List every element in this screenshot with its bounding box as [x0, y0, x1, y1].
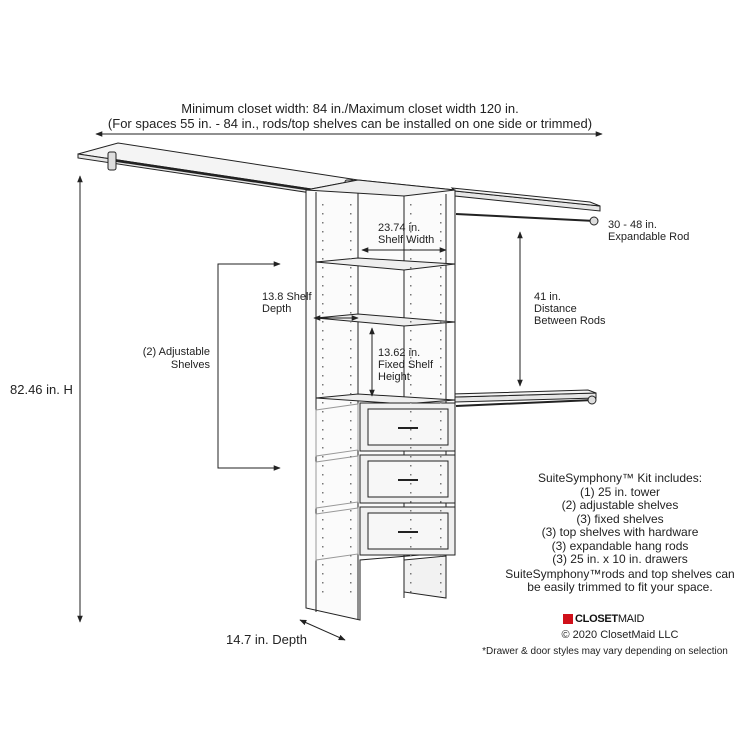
pin-hole [350, 204, 352, 206]
pin-hole [440, 375, 442, 377]
pin-hole [410, 546, 412, 548]
pin-hole [410, 591, 412, 593]
pin-hole [350, 420, 352, 422]
pin-hole [350, 438, 352, 440]
pin-hole [440, 528, 442, 530]
pin-hole [410, 321, 412, 323]
logo-text: CLOSETMAID [575, 613, 645, 625]
pin-hole [322, 510, 324, 512]
pin-hole [322, 294, 324, 296]
pin-hole [410, 393, 412, 395]
pin-hole [410, 303, 412, 305]
pin-hole [322, 411, 324, 413]
pin-hole [322, 213, 324, 215]
pin-hole [410, 582, 412, 584]
pin-hole [322, 384, 324, 386]
pin-hole [440, 222, 442, 224]
pin-hole [410, 528, 412, 530]
pin-hole [322, 447, 324, 449]
pin-hole [410, 285, 412, 287]
pin-hole [410, 411, 412, 413]
pin-hole [322, 204, 324, 206]
pin-hole [440, 429, 442, 431]
pin-hole [350, 213, 352, 215]
pin-hole [322, 519, 324, 521]
pin-hole [350, 321, 352, 323]
pin-hole [440, 465, 442, 467]
pin-hole [322, 465, 324, 467]
shelf-depth-label-2: Depth [262, 303, 292, 315]
pin-hole [322, 231, 324, 233]
pin-hole [350, 285, 352, 287]
kit-title: SuiteSymphony™ Kit includes: [537, 471, 703, 485]
pin-hole [440, 555, 442, 557]
pin-hole [322, 366, 324, 368]
pin-hole [350, 294, 352, 296]
pin-hole [440, 483, 442, 485]
pin-hole [350, 303, 352, 305]
pin-hole [350, 339, 352, 341]
pin-hole [350, 429, 352, 431]
pin-hole [410, 492, 412, 494]
depth-label: 14.7 in. Depth [226, 632, 307, 647]
fixed-shelf-label-1: 13.62 in. [378, 347, 421, 359]
width-subtitle: (For spaces 55 in. - 84 in., rods/top shelves can be installed on one side or trimmed) [107, 116, 593, 131]
shelf-depth-label-1: 13.8 Shelf [262, 291, 312, 303]
pin-hole [440, 348, 442, 350]
pin-hole [410, 537, 412, 539]
pin-hole [322, 393, 324, 395]
pin-hole [350, 249, 352, 251]
pin-hole [440, 420, 442, 422]
pin-hole [350, 582, 352, 584]
kit-note-1: SuiteSymphony™rods and top shelves can [505, 566, 735, 581]
pin-hole [350, 402, 352, 404]
pin-hole [410, 402, 412, 404]
pin-hole [350, 528, 352, 530]
pin-hole [350, 573, 352, 575]
pin-hole [410, 555, 412, 557]
pin-hole [350, 510, 352, 512]
pin-hole [322, 591, 324, 593]
pin-hole [322, 258, 324, 260]
width-title: Minimum closet width: 84 in./Maximum closet width 120 in. [181, 101, 519, 116]
pin-hole [350, 519, 352, 521]
pin-hole [440, 546, 442, 548]
pin-hole [440, 384, 442, 386]
pin-hole [322, 357, 324, 359]
pin-hole [440, 267, 442, 269]
pin-hole [440, 456, 442, 458]
distance-label-2: Distance [534, 303, 577, 315]
right-lower-rod [452, 390, 596, 406]
pin-hole [440, 393, 442, 395]
kit-item: (3) 25 in. x 10 in. drawers [552, 552, 688, 566]
pin-hole [322, 582, 324, 584]
pin-hole [410, 474, 412, 476]
pin-hole [440, 573, 442, 575]
pin-hole [440, 510, 442, 512]
kit-item: (2) adjustable shelves [561, 498, 679, 512]
pin-hole [322, 483, 324, 485]
pin-hole [440, 591, 442, 593]
pin-hole [410, 213, 412, 215]
pin-hole [322, 276, 324, 278]
pin-hole [350, 564, 352, 566]
pin-hole [440, 366, 442, 368]
kit-item: (3) top shelves with hardware [541, 525, 699, 539]
rod-label-2: Expandable Rod [608, 231, 690, 243]
pin-hole [410, 510, 412, 512]
pin-hole [440, 474, 442, 476]
pin-hole [410, 456, 412, 458]
pin-hole [440, 231, 442, 233]
pin-hole [440, 276, 442, 278]
pin-hole [350, 312, 352, 314]
pin-hole [440, 321, 442, 323]
pin-hole [350, 546, 352, 548]
pin-hole [350, 330, 352, 332]
pin-hole [322, 492, 324, 494]
height-label: 82.46 in. H [10, 382, 73, 397]
kit-item: (3) expandable hang rods [551, 538, 689, 553]
pin-hole [410, 384, 412, 386]
pin-hole [350, 258, 352, 260]
pin-hole [440, 258, 442, 260]
pin-hole [322, 564, 324, 566]
pin-hole [440, 204, 442, 206]
pin-hole [322, 528, 324, 530]
pin-hole [350, 222, 352, 224]
pin-hole [440, 294, 442, 296]
pin-hole [440, 339, 442, 341]
pin-hole [410, 312, 412, 314]
kit-item: (1) 25 in. tower [579, 484, 661, 499]
pin-hole [410, 483, 412, 485]
pin-hole [440, 357, 442, 359]
disclaimer: *Drawer & door styles may vary depending on selection [482, 646, 728, 657]
kit-note-2: be easily trimmed to fit your space. [527, 580, 713, 594]
pin-hole [410, 267, 412, 269]
pin-hole [410, 258, 412, 260]
kit-item: (3) fixed shelves [576, 511, 664, 526]
pin-hole [440, 564, 442, 566]
pin-hole [322, 339, 324, 341]
pin-hole [322, 474, 324, 476]
pin-hole [322, 429, 324, 431]
pin-hole [440, 492, 442, 494]
distance-label-3: Between Rods [534, 315, 606, 327]
adjustable-label-1: (2) Adjustable [142, 346, 210, 358]
pin-hole [350, 375, 352, 377]
pin-hole [440, 447, 442, 449]
pin-hole [350, 537, 352, 539]
pin-hole [322, 249, 324, 251]
pin-hole [350, 492, 352, 494]
closetmaid-logo [563, 612, 644, 626]
pin-hole [322, 330, 324, 332]
pin-hole [410, 204, 412, 206]
pin-hole [440, 519, 442, 521]
pin-hole [322, 240, 324, 242]
pin-hole [410, 573, 412, 575]
pin-hole [322, 348, 324, 350]
shelf-width-label-1: 23.74 in. [378, 222, 421, 234]
fixed-shelf-label-2: Fixed Shelf [378, 359, 434, 371]
pin-hole [322, 546, 324, 548]
pin-hole [440, 438, 442, 440]
pin-hole [410, 294, 412, 296]
pin-hole [322, 501, 324, 503]
pin-hole [440, 312, 442, 314]
pin-hole [322, 573, 324, 575]
pin-hole [322, 537, 324, 539]
pin-hole [410, 465, 412, 467]
pin-hole [322, 456, 324, 458]
pin-hole [350, 231, 352, 233]
pin-hole [410, 564, 412, 566]
pin-hole [350, 465, 352, 467]
pin-hole [410, 339, 412, 341]
pin-hole [350, 447, 352, 449]
pin-hole [350, 501, 352, 503]
pin-hole [440, 240, 442, 242]
pin-hole [410, 429, 412, 431]
pin-hole [410, 276, 412, 278]
pin-hole [350, 456, 352, 458]
pin-hole [410, 447, 412, 449]
pin-hole [440, 582, 442, 584]
shelf-width-label-2: Shelf Width [378, 234, 435, 246]
right-top-shelf [452, 188, 600, 225]
pin-hole [440, 330, 442, 332]
pin-hole [350, 483, 352, 485]
pin-hole [350, 240, 352, 242]
pin-hole [322, 303, 324, 305]
pin-hole [322, 438, 324, 440]
pin-hole [410, 519, 412, 521]
pin-hole [350, 267, 352, 269]
pin-hole [410, 501, 412, 503]
pin-hole [440, 537, 442, 539]
pin-hole [350, 393, 352, 395]
adjustable-label-2: Shelves [170, 359, 210, 371]
pin-hole [322, 321, 324, 323]
pin-hole [440, 411, 442, 413]
pin-hole [410, 330, 412, 332]
pin-hole [322, 312, 324, 314]
pin-hole [440, 213, 442, 215]
pin-hole [440, 285, 442, 287]
pin-hole [322, 375, 324, 377]
pin-hole [350, 348, 352, 350]
pin-hole [322, 420, 324, 422]
pin-hole [410, 438, 412, 440]
logo-mark-icon [563, 614, 573, 624]
kit-contents [470, 472, 755, 595]
pin-hole [350, 474, 352, 476]
fixed-shelf-label-3: Height [378, 371, 410, 383]
pin-hole [322, 285, 324, 287]
pin-hole [440, 402, 442, 404]
pin-hole [440, 501, 442, 503]
pin-hole [350, 411, 352, 413]
distance-label-1: 41 in. [534, 291, 561, 303]
pin-hole [322, 222, 324, 224]
pin-hole [350, 276, 352, 278]
copyright: © 2020 ClosetMaid LLC [561, 629, 679, 641]
pin-hole [350, 384, 352, 386]
pin-hole [410, 375, 412, 377]
pin-hole [350, 366, 352, 368]
rod-label-1: 30 - 48 in. [608, 219, 657, 231]
pin-hole [440, 303, 442, 305]
pin-hole [350, 555, 352, 557]
pin-hole [410, 420, 412, 422]
pin-hole [322, 267, 324, 269]
pin-hole [350, 591, 352, 593]
pin-hole [350, 357, 352, 359]
pin-hole [322, 402, 324, 404]
pin-hole [322, 555, 324, 557]
